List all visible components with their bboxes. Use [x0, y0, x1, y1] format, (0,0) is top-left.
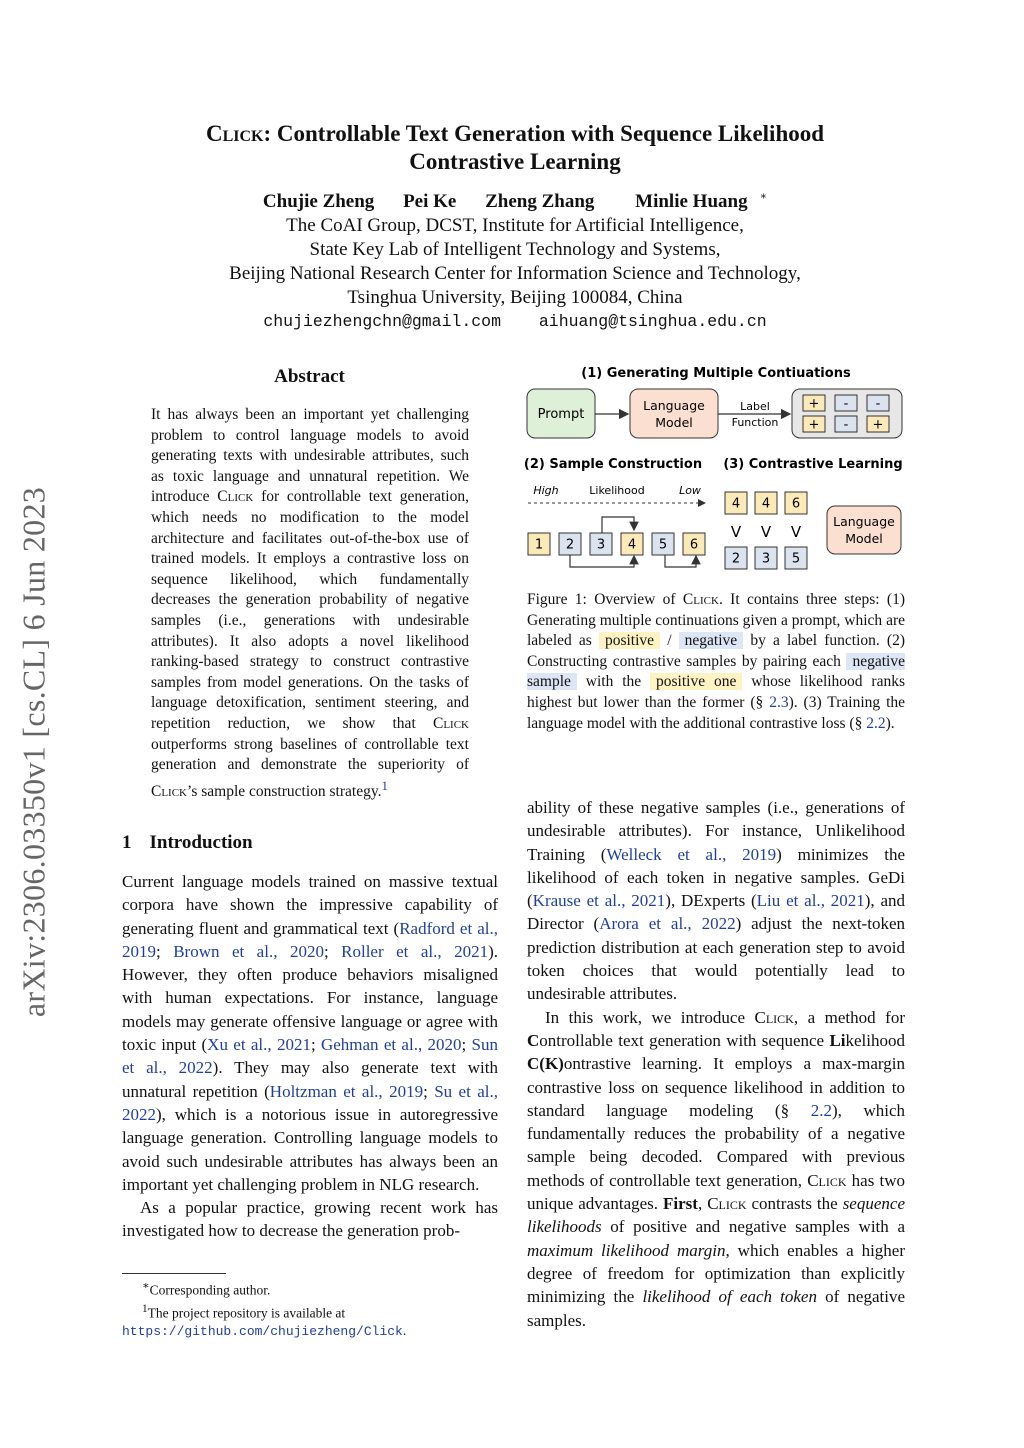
citation-link[interactable]: Krause et al., 2021 [532, 891, 666, 911]
title-line2: Contrastive Learning [409, 149, 621, 174]
citation-link[interactable]: Holtzman et al., 2019 [269, 1081, 424, 1101]
axis-low: Low [679, 484, 701, 497]
ranked-sample [652, 533, 674, 555]
greater-than-symbol: V [730, 523, 742, 541]
positive-sample-label: 4 [761, 496, 771, 512]
step2-title: (2) Sample Construction [523, 457, 703, 472]
footnote: $^1$The project repository is available at https://github.com/chujiezheng/Click. [122, 1302, 407, 1339]
affiliation-line: Tsinghua University, Beijing 100084, China [347, 287, 683, 308]
lm-label: Language [833, 514, 895, 529]
corresponding-mark: ∗ [759, 191, 768, 203]
author-name: Pei Ke [403, 191, 457, 213]
section-ref-link[interactable]: 2.2 [810, 1100, 832, 1120]
paragraph: Current language models trained on massive textual corpora have shown the impressive capability of generating fluent and grammatical text (Radford et al., 2019; Brown et al., 2020; Roller et al., 2021). However, they often produce behaviors misaligned with human expectations. For instance, language models may generate offensive language or agree with toxic input (Xu et al., 2021; Gehman et al., 2020; Sun et al., 2022). They may also generate text with unnatural repetition (Holtzman et al., 2019; Su et al., 2022), which is a notorious issue in autoregressive language generation. Controlling language models to avoid such undesirable attributes has always been an important yet challenging problem in NLG research. [122, 872, 499, 1194]
label-cell [803, 395, 825, 412]
abstract-heading: Abstract [274, 366, 345, 387]
ranked-sample-label: 5 [658, 537, 668, 553]
axis-likelihood: Likelihood [589, 484, 645, 497]
footnotes [122, 1277, 500, 1341]
citation-link[interactable]: Xu et al., 2021 [207, 1035, 311, 1055]
ranked-sample-label: 3 [596, 537, 606, 553]
section-heading: 1 Introduction [122, 832, 253, 853]
label-cell [835, 395, 857, 412]
affiliation [120, 214, 910, 310]
highlight-positive-one: positive one [650, 673, 742, 690]
negative-sample-label: 3 [761, 551, 771, 567]
intro-body [122, 870, 498, 1243]
label-cell-label: - [843, 417, 849, 433]
positive-sample-label: 6 [791, 496, 801, 512]
ranked-sample [590, 533, 612, 555]
citation-link[interactable]: Welleck et al., 2019 [606, 844, 777, 864]
ranked-sample [621, 533, 643, 555]
label-cell [835, 416, 857, 433]
author-emails [120, 312, 910, 331]
figure-overview-diagram [520, 360, 912, 584]
greater-than-symbol: V [790, 523, 802, 541]
abstract-text: It has always been an important yet challenging problem to control language models to avoid generating texts with undesirable attributes, such as toxic language and unnatural repetition. We introduce Click for controllable text generation, which needs no modification to the model architecture and facilitates out-of-the-box use of trained models. It employs a contrastive loss on sequence likelihood, which fundamentally decreases the generation probability of negative samples (i.e., generations with undesirable attributes). It also adopts a novel likelihood ranking-based strategy to construct contrastive samples from model generations. On the tasks of language detoxification, sentiment steering, and repetition reduction, we show that Click outperforms strong baselines of controllable text generation and demonstrate the superiority of Click’s sample construction strategy.$^1$ [151, 406, 469, 800]
label-cell-label: + [808, 396, 820, 412]
negative-sample-label: 5 [791, 551, 801, 567]
ranked-sample-label: 2 [565, 537, 575, 553]
affiliation-line: The CoAI Group, DCST, Institute for Artificial Intelligence, [286, 215, 744, 236]
citation-link[interactable]: Brown et al., 2020 [173, 941, 324, 961]
label-cell [867, 395, 889, 412]
ranked-samples [528, 533, 705, 555]
negative-sample [785, 547, 807, 569]
pair-arrow [665, 555, 696, 567]
lm-label: Model [845, 531, 883, 546]
paper-title [120, 120, 910, 176]
citation-link[interactable]: Roller et al., 2021 [341, 941, 489, 961]
negative-sample [755, 547, 777, 569]
label-cell [803, 416, 825, 433]
footnote: ∗Corresponding author. [142, 1280, 271, 1298]
highlight-positive: positive [599, 632, 660, 649]
section-ref-link[interactable]: 2.2 [866, 714, 886, 732]
title-lead: Click [205, 121, 264, 146]
figure-caption: Figure 1: Overview of Click. It contains three steps: (1) Generating multiple continuations given a prompt, which are labeled as positive / negative by a label function. (2) Constructing contrastive samples by pairing each negative sample with the positive one whose likelihood ranks highest but lower than the former (§ 2.3). (3) Training the language model with the additional contrastive loss (§ 2.2). [527, 591, 906, 732]
ranked-sample-label: 1 [534, 537, 544, 553]
ranked-sample [683, 533, 705, 555]
label-cell-label: + [872, 417, 884, 433]
label-cell-label: - [875, 396, 881, 412]
pair-arrow [570, 555, 634, 567]
label-function-text: Function [731, 416, 779, 429]
ranked-sample-label: 6 [689, 537, 699, 553]
author-name: Chujie Zheng [262, 191, 375, 213]
email-link[interactable]: aihuang@tsinghua.edu.cn [538, 312, 767, 331]
author-name: Minlie Huang ∗ [635, 191, 768, 213]
label-cell-label: - [843, 396, 849, 412]
positive-sample [755, 492, 777, 514]
arxiv-identifier: arXiv:2306.03350v1 [cs.CL] 6 Jun 2023 [15, 486, 52, 1018]
title-rest: : Controllable Text Generation with Sequence Likelihood [263, 121, 825, 146]
section-ref-link[interactable]: 2.3 [769, 693, 789, 711]
affiliation-line: Beijing National Research Center for Information Science and Technology, [229, 263, 801, 284]
label-cell [867, 416, 889, 433]
paragraph: In this work, we introduce Click, a method for Controllable text generation with sequence Likelihood C(K)ontrastive learning. It employs a max-margin contrastive loss on sequence likelihood in addition to standard language modeling (§ 2.2), which fundamentally reduces the probability of a negative sample being decoded. Compared with previous methods of controllable text generation, Click has two unique advantages. First, Click contrasts the sequence likelihoods of positive and negative samples with a maximum likelihood margin, which enables a higher degree of freedom for optimization than explicitly minimizing the likelihood of each token of negative samples. [527, 1007, 906, 1330]
citation-link[interactable]: Arora et al., 2022 [599, 914, 736, 934]
footnote-ref[interactable]: 1 [381, 777, 388, 793]
author-name: Zheng Zhang [485, 191, 595, 213]
citation-link[interactable]: Sun et al., 2022 [122, 1035, 499, 1078]
repo-link[interactable]: https://github.com/chujiezheng/Click [122, 1324, 403, 1339]
ranked-sample [528, 533, 550, 555]
label-function-text: Label [740, 400, 770, 413]
prompt-label: Prompt [537, 407, 585, 422]
citation-link[interactable]: Su et al., 2022 [122, 1081, 498, 1124]
affiliation-line: State Key Lab of Intelligent Technology and Systems, [309, 239, 721, 260]
contrastive-pairs [725, 492, 807, 569]
email-link[interactable]: chujiezhengchn@gmail.com [263, 312, 501, 331]
ranked-sample [559, 533, 581, 555]
language-model-box [630, 389, 718, 438]
highlight-negative-sample: negative sample [527, 652, 905, 691]
axis-high: High [533, 484, 559, 497]
right-column-body [527, 796, 905, 1332]
positive-sample-label: 4 [731, 496, 741, 512]
label-cell-label: + [808, 417, 820, 433]
step3-title: (3) Contrastive Learning [723, 457, 903, 472]
pair-arrow [602, 517, 634, 533]
positive-sample [785, 492, 807, 514]
citation-link[interactable]: Liu et al., 2021 [756, 891, 865, 911]
lm-label: Language [643, 398, 705, 413]
highlight-negative: negative [679, 632, 744, 649]
step1-title: (1) Generating Multiple Contiuations [581, 366, 851, 381]
greater-than-symbol: V [760, 523, 772, 541]
paragraph: ability of these negative samples (i.e., generations of undesirable attributes). For instance, Unlikelihood Training (Welleck et al., 2019) minimizes the likelihood of each token in negative samples. GeDi (Krause et al., 2021), DExperts (Liu et al., 2021), and Director (Arora et al., 2022) adjust the next-token prediction distribution at each generation step to avoid token choices that would potentially lead to undesirable attributes. [527, 798, 906, 1004]
footnote-rule [122, 1273, 226, 1274]
positive-sample [725, 492, 747, 514]
arxiv-sidebar [0, 0, 66, 1448]
ranked-sample-label: 4 [627, 537, 637, 553]
citation-link[interactable]: Radford et al., 2019 [122, 918, 498, 961]
citation-link[interactable]: Gehman et al., 2020 [320, 1035, 462, 1055]
paragraph: As a popular practice, growing recent work has investigated how to decrease the generation prob- [122, 1198, 498, 1241]
lm-label: Model [655, 415, 693, 430]
author-list [120, 190, 910, 213]
negative-sample-label: 2 [731, 551, 741, 567]
negative-sample [725, 547, 747, 569]
